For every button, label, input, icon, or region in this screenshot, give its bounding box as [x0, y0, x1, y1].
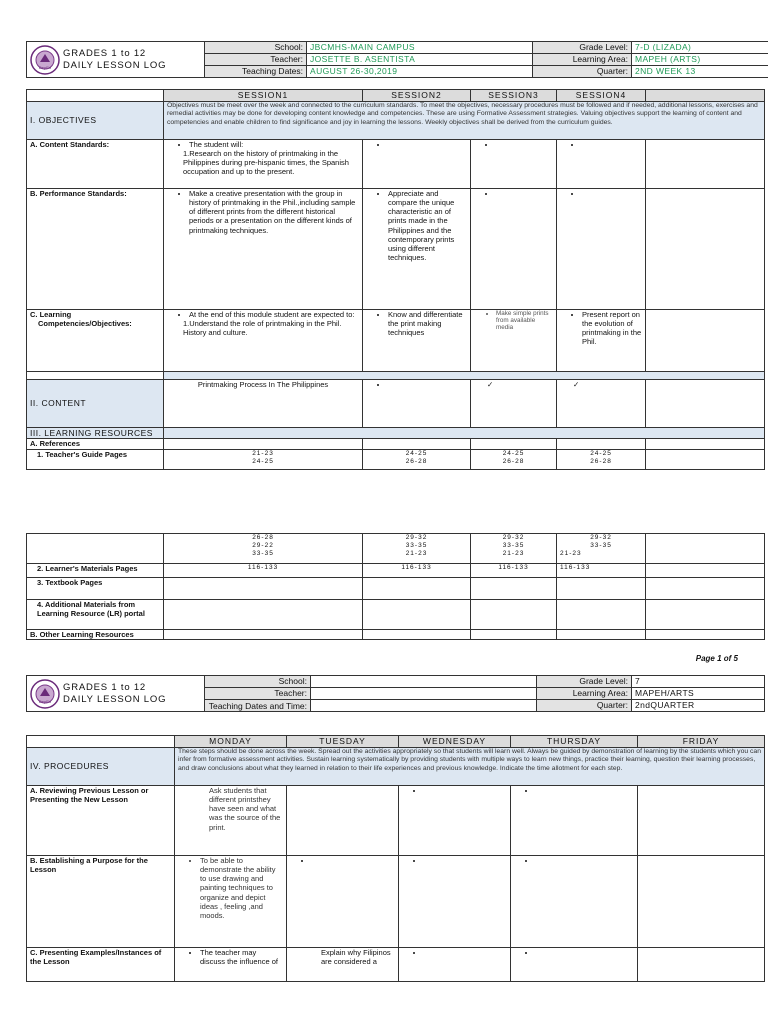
competencies-s4: • Present report on the evolution of printmaking in the Phil.: [557, 310, 646, 372]
learning-resources-label: III. LEARNING RESOURCES: [27, 428, 164, 439]
session-2-header: SESSION2: [363, 90, 471, 102]
procedure-b-label: B. Establishing a Purpose for the Lesson: [27, 856, 175, 948]
svg-text:DepEd: DepEd: [38, 64, 52, 70]
procedure-b-monday: • To be able to demonstrate the ability to use drawing and painting techniques to organize and depict ideas , feeling ,and moods.: [175, 856, 287, 948]
session-1-header: SESSION1: [164, 90, 363, 102]
textbook-pages-label: 3. Textbook Pages: [27, 578, 164, 600]
lm-s3: 116-133: [471, 564, 557, 578]
tuesday-header: TUESDAY: [287, 736, 399, 748]
performance-standards-s2: • Appreciate and compare the unique characteristic an of prints made in the Philippines and the contemporary prints using different techniques.: [363, 189, 471, 310]
lesson-table-1-continued: [26, 533, 765, 640]
competencies-s3: • Make simple prints from available media: [471, 310, 557, 372]
tg-cont-s4: 29-32 33-35 21-23: [557, 534, 646, 564]
content-label: II. CONTENT: [27, 380, 164, 428]
lm-s4: 116-133: [557, 564, 646, 578]
objectives-label: I. OBJECTIVES: [27, 102, 164, 140]
logo2-line-2: DAILY LESSON LOG: [63, 693, 167, 705]
school-value-2: [311, 676, 537, 688]
teaching-dates-label: Teaching Dates:: [205, 66, 307, 78]
grade-level-label: Grade Level:: [533, 42, 632, 54]
other-resources-label: B. Other Learning Resources: [27, 630, 164, 640]
performance-standards-s1: • Make a creative presentation with the group in history of printmaking in the Phil.,including sample of different prints from the different historical periods or a presentation on the different kinds of printmaking techniques.: [164, 189, 363, 310]
quarter-value-2: 2ndQUARTER: [632, 700, 765, 712]
deped-seal-icon: [30, 45, 60, 75]
tg-s3: 24-25 26-28: [471, 449, 557, 469]
procedure-c-tuesday: Explain why Filipinos are considered a: [287, 948, 399, 982]
tg-cont-s1: 26-28 29-22 33-35: [164, 534, 363, 564]
wednesday-header: WEDNESDAY: [399, 736, 511, 748]
competencies-s1: • At the end of this module student are expected to: 1.Understand the role of printmaking in the Phil. History and culture.: [164, 310, 363, 372]
tg-s2: 24-25 26-28: [363, 449, 471, 469]
svg-text:DepEd: DepEd: [38, 698, 52, 704]
tg-cont-s2: 29-32 33-35 21-23: [363, 534, 471, 564]
references-label: A. References: [27, 439, 164, 449]
page-number: Page 1 of 5: [695, 654, 738, 663]
performance-standards-label: B. Performance Standards:: [27, 189, 164, 310]
logo-cell: [27, 42, 205, 78]
deped-seal-icon: [30, 679, 60, 709]
quarter-label: Quarter:: [533, 66, 632, 78]
thursday-header: THURSDAY: [511, 736, 638, 748]
procedures-label: IV. PROCEDURES: [27, 748, 175, 786]
session-4-header: SESSION4: [557, 90, 646, 102]
school-value: JBCMHS-MAIN CAMPUS: [307, 42, 533, 54]
logo-cell-2: [27, 676, 205, 712]
quarter-label-2: Quarter:: [537, 700, 632, 712]
session-3-header: SESSION3: [471, 90, 557, 102]
learning-area-value-2: MAPEH/ARTS: [632, 688, 765, 700]
procedure-c-label: C. Presenting Examples/Instances of the Lesson: [27, 948, 175, 982]
monday-header: MONDAY: [175, 736, 287, 748]
tg-cont-s3: 29-32 33-35 21-23: [471, 534, 557, 564]
teaching-dates-time-value: [311, 700, 537, 712]
school-label-2: School:: [205, 676, 311, 688]
learning-area-label-2: Learning Area:: [537, 688, 632, 700]
header-block-1: [26, 41, 768, 78]
learners-materials-label: 2. Learner's Materials Pages: [27, 564, 164, 578]
grade-level-value: 7-D (LIZADA): [632, 42, 768, 54]
learning-area-value: MAPEH (ARTS): [632, 54, 768, 66]
lesson-table-1: [26, 89, 765, 470]
content-standards-s1: • The student will: 1.Research on the history of printmaking in the Philippines during pre-hispanic times, the Spanish occupation and up to the present.: [164, 140, 363, 189]
content-standards-label: A. Content Standards:: [27, 140, 164, 189]
teachers-guide-label: 1. Teacher's Guide Pages: [27, 449, 164, 469]
teaching-dates-time-label: Teaching Dates and Time:: [205, 700, 311, 712]
procedure-a-label: A. Reviewing Previous Lesson or Presenting the New Lesson: [27, 786, 175, 856]
competencies-label: C. Learning Competencies/Objectives:: [27, 310, 164, 372]
content-s1: Printmaking Process In The Philippines: [164, 380, 363, 428]
logo2-line-1: GRADES 1 to 12: [63, 681, 147, 693]
content-s4-check: ✓: [557, 380, 646, 428]
procedures-table: [26, 735, 765, 982]
school-label: School:: [205, 42, 307, 54]
teacher-value-2: [311, 688, 537, 700]
tg-s4: 24-25 26-28: [557, 449, 646, 469]
grade-level-value-2: 7: [632, 676, 765, 688]
teacher-label: Teacher:: [205, 54, 307, 66]
procedure-c-monday: • The teacher may discuss the influence of: [175, 948, 287, 982]
procedures-note: These steps should be done across the week. Spread out the activities appropriately so that students will learn well. Always be guided by demonstration of learning by the students which you can infer from formative assessment activities. Sustain learning systematically by providing students with multiple ways to learn new things, practice their learning, question their learning processes, and draw conclusions about what they learned in relation to their life experiences and previous knowledge. Indicate the time allotment for each step.: [175, 748, 765, 786]
tg-s1: 21-23 24-25: [164, 449, 363, 469]
procedure-a-monday: Ask students that different printsthey have seen and what was the source of the print.: [175, 786, 287, 856]
logo-line-2: DAILY LESSON LOG: [63, 59, 167, 71]
additional-materials-label: 4. Additional Materials from Learning Resource (LR) portal: [27, 600, 164, 630]
teaching-dates-value: AUGUST 26-30,2019: [307, 66, 533, 78]
lm-s1: 116-133: [164, 564, 363, 578]
learning-area-label: Learning Area:: [533, 54, 632, 66]
friday-header: FRIDAY: [638, 736, 765, 748]
header-block-2: [26, 675, 765, 712]
teacher-value: JOSETTE B. ASENTISTA: [307, 54, 533, 66]
quarter-value: 2ND WEEK 13: [632, 66, 768, 78]
competencies-s2: • Know and differentiate the print making techniques: [363, 310, 471, 372]
lm-s2: 116-133: [363, 564, 471, 578]
teacher-label-2: Teacher:: [205, 688, 311, 700]
logo-line-1: GRADES 1 to 12: [63, 47, 147, 59]
objectives-note: Objectives must be meet over the week and connected to the curriculum standards. To meet the objectives, necessary procedures must be followed and if needed, additional lessons, exercises and remedial activities may be done for developing content knowledge and competencies. These are using Formative Assessment strategies. Valuing objectives support the learning of content and competencies and enable children to find significance and joy in learning the lessons. Weekly objectives shall be derived from the curriculum guides.: [164, 102, 765, 140]
grade-level-label-2: Grade Level:: [537, 676, 632, 688]
content-s3-check: ✓: [471, 380, 557, 428]
